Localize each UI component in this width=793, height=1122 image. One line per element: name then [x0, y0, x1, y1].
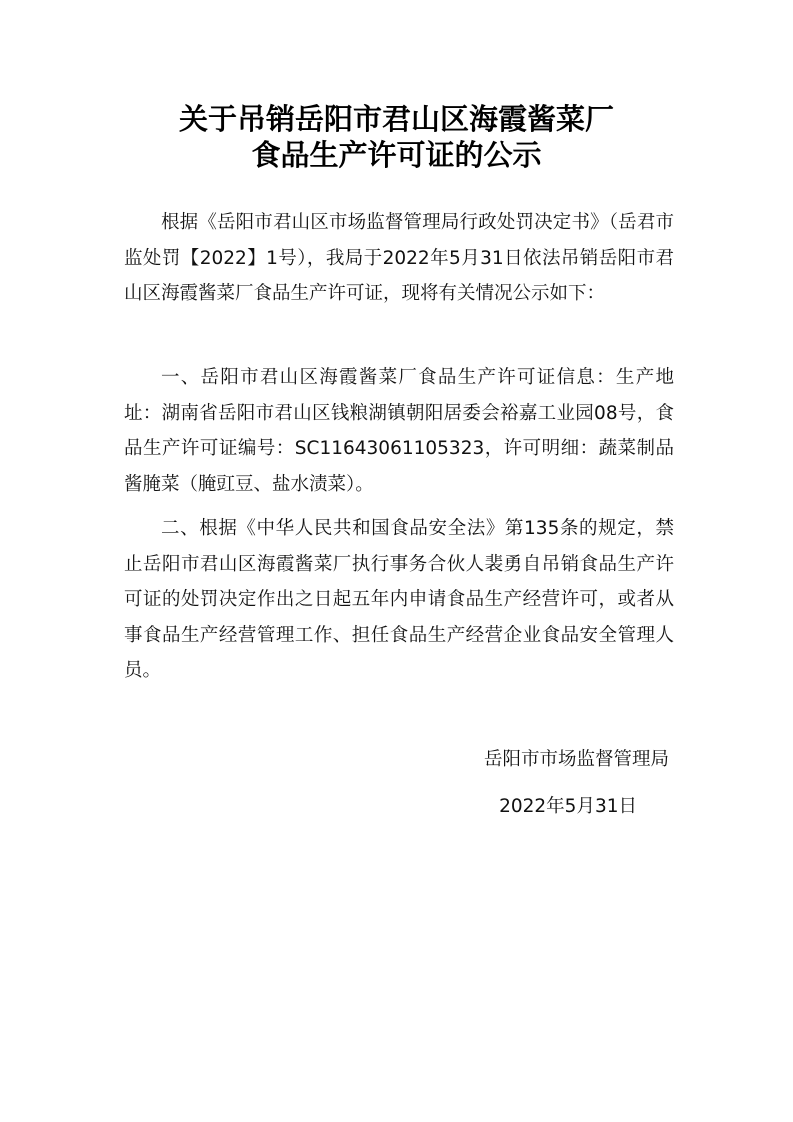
paragraph-basis: 根据《岳阳市君山区市场监督管理局行政处罚决定书》（岳君市监处罚【2022】1号），我局于2022年5月31日依法吊销岳阳市君山区海霞酱菜厂食品生产许可证，现将有关情况公示如下： — [124, 212, 674, 304]
paragraph-prohibition: 二、根据《中华人民共和国食品安全法》第135条的规定，禁止岳阳市君山区海霞酱菜厂执行事务合伙人裴勇自吊销食品生产许可证的处罚决定作出之日起五年内申请食品生产经营许可，或者从事食品生产经营管理工作、担任食品生产经营企业食品安全管理人员。 — [124, 518, 674, 681]
issue-date: 2022年5月31日 — [499, 796, 637, 817]
document-title-line-2: 食品生产许可证的公示 — [251, 138, 542, 172]
paragraph-license-info: 一、岳阳市君山区海霞酱菜厂食品生产许可证信息：生产地址：湖南省岳阳市君山区钱粮湖镇朝阳居委会裕嘉工业园08号，食品生产许可证编号：SC11643061105323，许可明细：蔬菜制品 酱腌菜（腌豇豆、盐水渍菜）。 — [124, 367, 674, 495]
issuing-authority: 岳阳市市场监督管理局 — [483, 749, 669, 770]
document-title-line-1: 关于吊销岳阳市君山区海霞酱菜厂 — [178, 102, 614, 136]
